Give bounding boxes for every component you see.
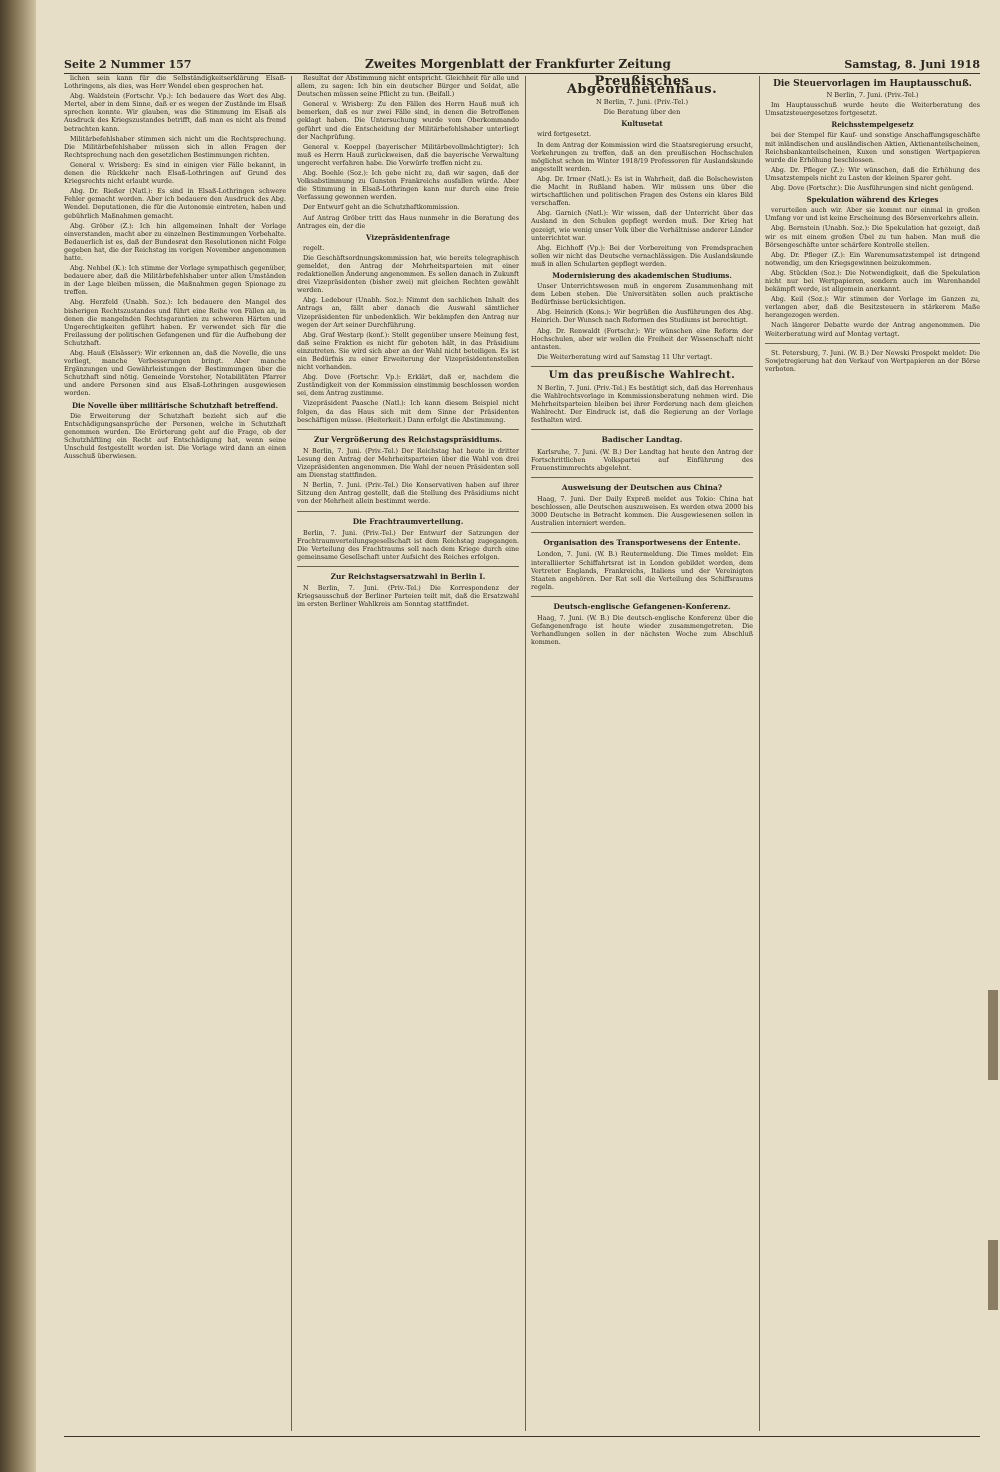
column-4: [765, 74, 980, 1434]
paragraph: Abg. Stücklen (Soz.): Die Notwendigkeit, daß die Spekulation nicht nur bei Wertpapieren, sondern auch im Warenhandel bekämpft werde, ist allgemein anerkannt.: [765, 268, 980, 294]
paragraph: Abg. Dove (Fortschr. Vp.): Erklärt, daß er, nachdem die Zuständigkeit von der Kommission einstimmig beschlossen worden sei, dem Antrag zustimme.: [297, 373, 519, 398]
paragraph: Im Hauptausschuß wurde heute die Weiterberatung des Umsatzsteuergesetzes fortgesetzt.: [765, 101, 980, 118]
column-2: [297, 74, 519, 1434]
section-heading: Kultusetat: [621, 119, 663, 129]
paragraph: In dem Antrag der Kommission wird die Staatsregierung ersucht, Vorkehrungen zu treffen, daß an den preußischen Hochschulen möglichst schon im Winter 1918/19 Professoren für Auslandskunde angestellt werden.: [531, 140, 753, 173]
paragraph: N Berlin, 7. Juni. (Priv.-Tel.) Die Korrespondenz der Kriegsausschuß der Berliner Parteien teilt mit, daß die Ersatzwahl im ersten Berliner Wahlkreis am Sonntag stattfindet.: [297, 584, 519, 609]
divider: [531, 477, 753, 478]
divider: [297, 511, 519, 512]
article-heading: Badischer Landtag.: [601, 435, 683, 445]
paragraph: lichen sein kann für die Selbständigkeitserklärung Elsaß-Lothringens, als dies, was Herr Wendel eben gesprochen hat.: [64, 74, 286, 91]
article-heading: Zur Vergrößerung des Reichstagspräsidiums.: [313, 434, 503, 444]
column-divider: [525, 76, 526, 1431]
article-heading: Deutsch-englische Gefangenen-Konferenz.: [553, 601, 731, 611]
paragraph: Abg. Dr. Renwaldt (Fortschr.): Wir wünschen eine Reform der Hochschulen, aber wir wollen die Freiheit der Wissenschaft nicht antasten.: [531, 326, 753, 351]
divider: [531, 366, 753, 367]
paragraph: Abg. Herzfeld (Unabh. Soz.): Ich bedauere den Mangel des bisherigen Rechtszustandes und führt eine Reihe von Fällen an, in denen die mangelnden Rechtsgarantien zu schweren Härten und Ungerechtigkeiten geführt haben. Er verwendet sich für die Freilassung der politischen Gefangenen und für die Aufhebung der Schutzhaft.: [64, 298, 286, 347]
paragraph: regelt.: [303, 243, 325, 252]
divider: [531, 429, 753, 430]
paragraph: bei der Stempel für Kauf- und sonstige Anschaffungsgeschäfte mit inländischen und ausländischen Aktien, Aktienanteilscheinen, Reichsbankanteilscheinen, Kuxen und sonstigen Wertpapieren wurde die Erhöhung beschlossen.: [765, 131, 980, 164]
divider: [531, 596, 753, 597]
divider: [765, 343, 980, 344]
paragraph: Unser Unterrichtswesen muß in engerem Zusammenhang mit dem Leben stehen. Die Universitäten sollen auch praktische Bedürfnisse berücksichtigen.: [531, 282, 753, 307]
article-heading: Die Frachtraumverteilung.: [352, 516, 464, 526]
divider: [297, 429, 519, 430]
newspaper-page: [36, 0, 1000, 1472]
column-divider: [291, 76, 292, 1431]
paragraph: Resultat der Abstimmung nicht entspricht. Gleichheit für alle und allem, zu sagen: Ich bin ein deutscher Bürger und Soldat, alle Deutschen müssen seine Pflicht zu tun. (Beifall.): [297, 74, 519, 99]
paragraph: General v. Wrisberg: Es sind in einigen vier Fälle bekannt, in denen die Rückkehr nach Elsaß-Lothringen auf Grund des Kriegsrechts nicht erlaubt wurde.: [64, 160, 286, 186]
divider: [531, 532, 753, 533]
article-heading: Ausweisung der Deutschen aus China?: [561, 482, 723, 492]
paragraph: General v. Wrisberg: Zu den Fällen des Herrn Hauß muß ich bemerken, daß es nur zwei Fälle sind, in denen die Betroffenen geklagt haben. Die Untersuchung wurde vom Oberkommando geführt und die Entscheidung der Militärbefehlshaber unterliegt der Nachprüfung.: [297, 100, 519, 141]
paragraph: Die Geschäftsordnungskommission hat, wie bereits telegraphisch gemeldet, den Antrag der Mehrheitsparteien mit einer redaktionellen Änderung angenommen. Es sollen danach in Zukunft drei Vizepräsidenten (bisher zwei) mit gleichen Rechten gewählt werden.: [297, 253, 519, 295]
column-divider: [759, 76, 760, 1431]
paragraph: Militärbefehlshaber stimmen sich nicht um die Rechtsprechung. Die Militärbefehlshaber müssen sich in allen Fragen der Rechtsprechung nach den gesetzlichen Bestimmungen richten.: [64, 134, 286, 159]
paragraph: Abg. Dr. Pfleger (Z.): Wir wünschen, daß die Erhöhung des Umsatzstempels nicht zu Lasten der kleinen Sparer geht.: [765, 165, 980, 182]
article-heading: Die Steuervorlagen im Hauptausschuß.: [773, 79, 972, 89]
paragraph: Abg. Ledebour (Unabh. Soz.): Nimmt den sachlichen Inhalt des Antrags an, fällt aber danach die Auswahl sämtlicher Vizepräsidenten für unbedenklich. Wir bekämpfen den Antrag nur wegen der Art seiner Durchführung.: [297, 296, 519, 329]
paragraph: Abg. Heinrich (Kons.): Wir begrüßen die Ausführungen des Abg. Heinrich. Der Wunsch nach Reformen des Studiums ist berechtigt.: [531, 308, 753, 325]
paragraph: Abg. Garnich (Natl.): Wir wissen, daß der Unterricht über das Ausland in den Schulen gepflegt werden muß. Der Krieg hat gezeigt, wie wenig unser Volk über die Verhältnisse anderer Länder unterrichtet war.: [531, 209, 753, 242]
section-heading: Spekulation während des Krieges: [806, 195, 939, 205]
paragraph: Abg. Eichhoff (Vp.): Bei der Vorbereitung von Fremdsprachen sollen wir nicht das Deutsche vernachlässigen. Die Auslandskunde muß in allen Schularten gepflegt werden.: [531, 243, 753, 268]
paragraph: Abg. Hauß (Elsässer): Wir erkennen an, daß die Novelle, die uns vorliegt, manche Verbesserungen bringt. Aber manche Ergänzungen und Gewährleistungen der Bestimmungen über die Schutzhaft sind nötig. Gemeinde Vorsteher, Notabilitäten Pfarrer und andere Personen sind aus Elsaß-Lothringen ausgewiesen worden.: [64, 349, 286, 398]
paragraph: Auf Antrag Gröber tritt das Haus nunmehr in die Beratung des Antrages ein, der die: [297, 213, 519, 230]
paragraph: Abg. Bernstein (Unabh. Soz.): Die Spekulation hat gezeigt, daß wir es mit einem großen Übel zu tun haben. Man muß die Börsengeschäfte unter schärfere Kontrolle stellen.: [765, 224, 980, 249]
paragraph: St. Petersburg, 7. Juni. (W. B.) Der Newski Prospekt meldet: Die Sowjetregierung hat den Verkauf von Wertpapieren an der Börse verboten.: [765, 348, 980, 373]
paragraph: Abg. Boehle (Soz.): Ich gebe nicht zu, daß wir sagen, daß der Volksabstimmung zu Gunsten Frankreichs ausfallen würde. Aber die Stimmung in Elsaß-Lothringen kann nur durch eine freie Verfassung gewonnen werden.: [297, 169, 519, 202]
dateline: N Berlin, 7. Juni. (Priv.-Tel.): [826, 91, 919, 100]
dateline: N Berlin, 7. Juni. (Priv.-Tel.): [595, 98, 689, 107]
paragraph: Der Entwurf geht an die Schutzhaftkommission.: [303, 203, 460, 212]
column-3: [531, 74, 753, 1434]
paragraph: N Berlin, 7. Juni. (Priv.-Tel.) Der Reichstag hat heute in dritter Lesung den Antrag der Mehrheitsparteien über die Wahl von drei Vizepräsidenten angenommen. Die Wahl der neuen Präsidenten soll am Dienstag stattfinden.: [297, 446, 519, 480]
paragraph: Abg. Dove (Fortschr.): Die Ausführungen sind nicht genügend.: [771, 184, 974, 193]
paragraph: Vizepräsident Paasche (Natl.): Ich kann diesem Beispiel nicht folgen, da das Haus sich mit dem Sinne der Präsidenten beschäftigen müsse. (Heiterkeit.) Dann erfolgt die Abstimmung.: [297, 399, 519, 424]
book-binding: [0, 0, 36, 1472]
section-heading: Vizepräsidentenfrage: [366, 232, 450, 242]
paragraph: General v. Koeppel (bayerischer Militärbevollmächtigter): Ich muß es Herrn Hauß zurückweisen, daß die bayerische Verwaltung ungerecht verfahren habe. Die Vorwürfe treffen nicht zu.: [297, 142, 519, 167]
paragraph: Abg. Dr. Rießer (Natl.): Es sind in Elsaß-Lothringen schwere Fehler gemacht worden. Aber ich bedauere den Ausdruck des Abg. Wendel. Deputationen, die für die Autonomie eintreten, haben und gebührlich Maßnahmen gemacht.: [64, 187, 286, 220]
paragraph: Abg. Waldstein (Fortschr. Vp.): Ich bedauere das Wort des Abg. Mertel, aber in dem Sinne, daß er es wegen der Zustände im Elsaß sprechen konnte. Wir glauben, was die Stimmung im Elsaß als Ausdruck des Kriegszustandes betrifft, daß man es nicht als fremd betrachten kann.: [64, 92, 286, 133]
issue-date: Samstag, 8. Juni 1918: [844, 57, 980, 71]
paragraph: Haag, 7. Juni. Der Daily Expreß meldet aus Tokio: China hat beschlossen, alle Deutschen auszuweisen. Es werden etwa 2000 bis 3000 Deutsche in Betracht kommen. Die Ausgewiesenen sollen in Australien interniert werden.: [531, 494, 753, 528]
paragraph: London, 7. Juni. (W. B.) Reutermeldung. Die Times meldet: Ein interalliierter Schiffahrtsrat ist in London gebildet worden, dem Vertreter Englands, Frankreichs, Italiens und der Vereinigten Staaten angehören. Der Rat soll die Verteilung des Schiffsraums regeln.: [531, 550, 753, 591]
paragraph: N Berlin, 7. Juni. (Priv.-Tel.) Es bestätigt sich, daß das Herrenhaus die Wahlrechtsvorlage in Kommissionsberatung nehmen wird. Die Mehrheitsparteien bleiben bei ihrer Forderung nach dem gleichen Wahlrecht. Der Eindruck ist, daß die Regierung an der Vorlage festhalten wird.: [531, 384, 753, 425]
footer-rule: [64, 1436, 980, 1437]
page-header: [64, 56, 980, 72]
paragraph: N Berlin, 7. Juni. (Priv.-Tel.) Die Konservativen haben auf ihrer Sitzung den Antrag gestellt, daß die Stellung des Präsidiums nicht von der Mehrheit allein bestimmt werde.: [297, 481, 519, 506]
paragraph: Abg. Dr. Pfleger (Z.): Ein Warenumsatzstempel ist dringend notwendig, um den Kriegsgewinnen beizukommen.: [765, 250, 980, 267]
article-heading: Um das preußische Wahlrecht.: [548, 369, 736, 381]
paragraph: Abg. Keil (Soz.): Wir stimmen der Vorlage im Ganzen zu, verlangen aber, daß die Besitzsteuern in stärkerem Maße herangezogen werden.: [765, 295, 980, 320]
page-edge-tab: [988, 1240, 998, 1310]
page-edge-tab: [988, 990, 998, 1080]
divider: [297, 566, 519, 567]
paragraph: Berlin, 7. Juni. (Priv.-Tel.) Der Entwurf der Satzungen der Frachtraumverteilungsgesellschaft ist dem Reichstag zugegangen. Die Verteilung des Frachtraums soll nach dem Kriege durch eine gemeinsame Gesellschaft unter Aufsicht des Reiches erfolgen.: [297, 528, 519, 561]
edition-title: Zweites Morgenblatt der Frankfurter Zeitung: [364, 57, 671, 71]
article-heading: Organisation des Transportwesens der Entente.: [543, 538, 741, 548]
paragraph: verurteilen auch wir. Aber sie kommt nur einmal in großen Umfang vor und ist keine Erscheinung des Börsenverkehrs allein.: [765, 206, 980, 223]
paragraph: Abg. Nehbel (K.): Ich stimme der Vorlage sympathisch gegenüber, bedauere aber, daß die Militärbefehlshaber unter allen Umständen in der Lage bleiben müssen, die Maßnahmen gegen Spionage zu treffen.: [64, 264, 286, 297]
page-number-label: Seite 2 Nummer 157: [64, 57, 192, 71]
paragraph: Abg. Dr. Irmer (Natl.): Es ist in Wahrheit, daß die Bolschewisten die Macht in Rußland haben. Wir müssen uns über die wirtschaftlichen und politischen Fragen des Ostens ein klares Bild verschaffen.: [531, 174, 753, 208]
section-heading: Modernisierung des akademischen Studiums.: [552, 270, 732, 280]
article-heading: Preußisches Abgeordnetenhaus.: [566, 74, 718, 98]
paragraph: Nach längerer Debatte wurde der Antrag angenommen. Die Weiterberatung wird auf Montag vertagt.: [765, 321, 980, 338]
paragraph: Abg. Graf Westarp (konf.): Stellt gegenüber unsere Meinung fest, daß seine Fraktion es nicht für geboten hält, in das Präsidium einzutreten. Sie wird sich aber an der Wahl nicht beteiligen. Es ist ein Bedürfnis zu einer Erweiterung der Vizepräsidentenstellen nicht vorhanden.: [297, 330, 519, 372]
paragraph: Karlsruhe, 7. Juni. (W. B.) Der Landtag hat heute den Antrag der Fortschrittlichen Volkspartei auf Einführung des Frauenstimmrechts abgelehnt.: [531, 447, 753, 472]
paragraph: Abg. Gröber (Z.): Ich hin allgemeinen Inhalt der Vorlage einverstanden, macht aber zu einzelnen Bestimmungen Vorbehalte. Bedauerlich ist es, daß der Bundesrat den Resolutionen nicht Folge gegeben hat, die der Reichstag im vorigen November angenommen hatte.: [64, 221, 286, 262]
article-heading: Zur Reichstagsersatzwahl in Berlin I.: [330, 571, 486, 581]
column-1: [64, 74, 286, 1434]
paragraph: Haag, 7. Juni. (W. B.) Die deutsch-englische Konferenz über die Gefangenenfrage ist heute wieder zusammengetreten. Die Verhandlungen sollen in der nächsten Woche zum Abschluß kommen.: [531, 613, 753, 647]
paragraph: Die Erweiterung der Schutzhaft bezieht sich auf die Entschädigungsansprüche der Personen, welche in Schutzhaft genommen wurden. Die Erörterung geht auf die Frage, ob der Schutzhäftling ein Recht auf Entschädigung hat, wenn seine Unschuld festgestellt worden ist. Die Vorlage wird dann an einen Ausschuß überwiesen.: [64, 411, 286, 461]
section-heading: Reichsstempelgesetz: [831, 120, 914, 130]
subheading: Die Beratung über den: [603, 108, 681, 117]
section-heading: Die Novelle über militärische Schutzhaft betreffend.: [71, 400, 279, 410]
paragraph: wird fortgesetzt.: [537, 130, 591, 139]
paragraph: Die Weiterberatung wird auf Samstag 11 Uhr vertagt.: [537, 352, 713, 361]
